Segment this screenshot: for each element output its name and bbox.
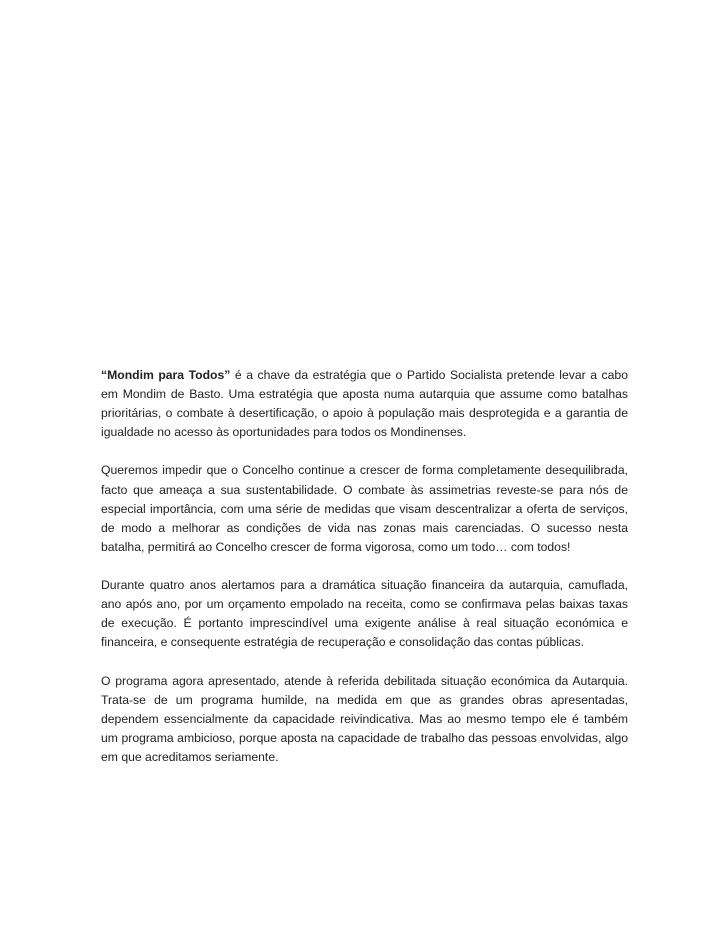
paragraph-lead: “Mondim para Todos” [101, 368, 231, 382]
paragraph-intro [101, 366, 628, 442]
paragraph-situacao-financeira [101, 576, 628, 652]
paragraph-text: O programa agora apresentado, atende à referida debilitada situação económica da Autarquia. Trata-se de um programa humilde, na medida em que as grandes obras apresentadas, dependem essencialmente da capacidade reivindicativa. Mas ao mesmo tempo ele é também um programa ambicioso, porque aposta na capacidade de trabalho das pessoas envolvidas, algo em que acreditamos seriamente. [101, 673, 628, 764]
paragraph-desequilibrio [101, 461, 628, 556]
paragraph-text: Queremos impedir que o Concelho continue a crescer de forma completamente desequilibrada, facto que ameaça a sua sustentabilidade. O combate às assimetrias reveste-se para nós de especial importância, com uma série de medidas que visam descentralizar a oferta de serviços, de modo a melhorar as condições de vida nas zonas mais carenciadas. O sucesso nesta batalha, permitirá ao Concelho crescer de forma vigorosa, como um todo… com todos! [101, 463, 628, 554]
paragraph-text: é a chave da estratégia que o Partido Socialista pretende levar a cabo em Mondim de Basto. Uma estratégia que aposta numa autarquia que assume como batalhas prioritárias, o combate à desertificação, o apoio à população mais desprotegida e a garantia de igualdade no acesso às oportunidades para todos os Mondinenses. [101, 368, 628, 440]
paragraph-text: Durante quatro anos alertamos para a dramática situação financeira da autarquia, camuflada, ano após ano, por um orçamento empolado na receita, como se confirmava pelas baixas taxas de execução. É portanto imprescindível uma exigente análise à real situação económica e financeira, e consequente estratégia de recuperação e consolidação das contas públicas. [101, 578, 628, 650]
document-body [101, 366, 628, 767]
paragraph-programa [101, 672, 628, 767]
